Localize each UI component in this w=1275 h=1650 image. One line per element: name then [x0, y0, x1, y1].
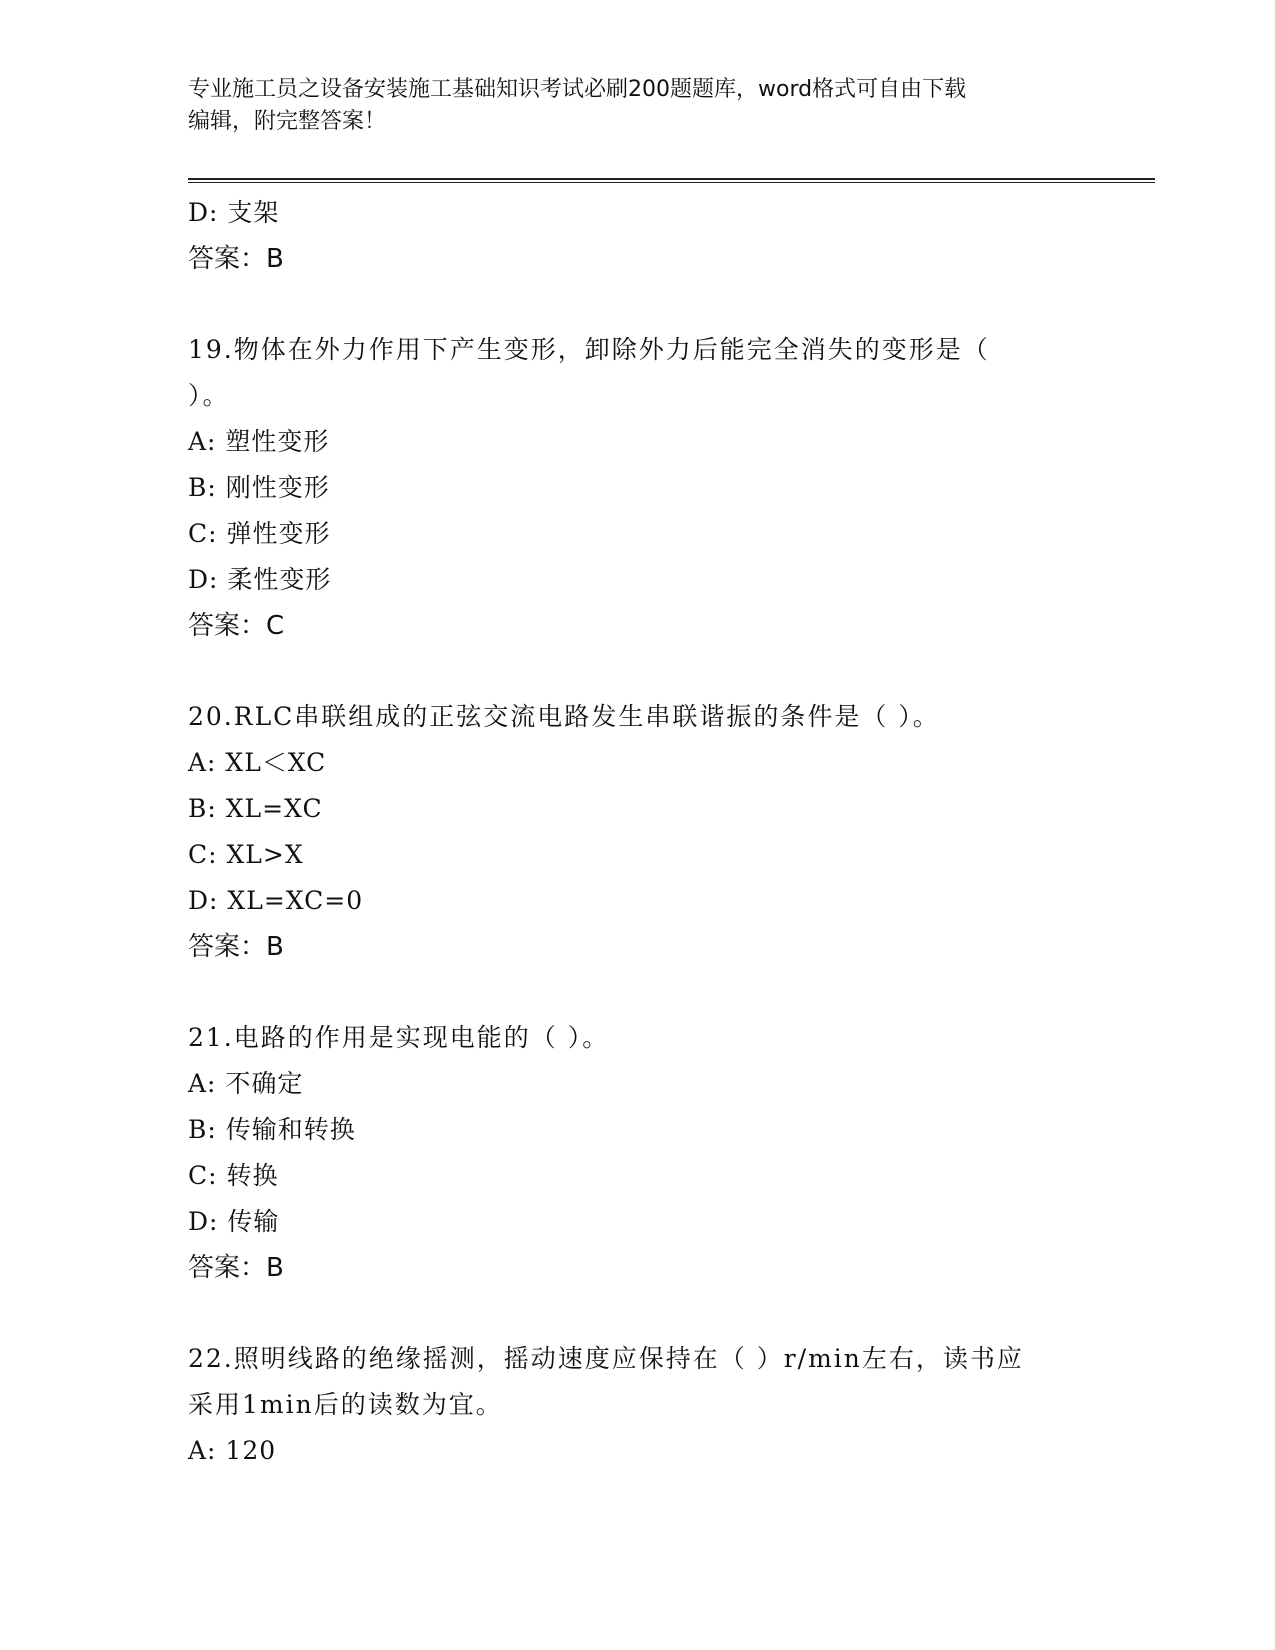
question-21 — [188, 1015, 1088, 1291]
question-stem-continued: 采用1min后的读数为宜。 — [188, 1390, 503, 1419]
option-d: D: 传输 — [188, 1207, 280, 1236]
header-title-line-2: 编辑，附完整答案！ — [188, 109, 387, 134]
option-d: D: 支架 — [188, 198, 280, 227]
answer: 答案：B — [188, 932, 284, 962]
answer: 答案：B — [188, 244, 284, 274]
question-19 — [188, 327, 1088, 649]
question-stem: 22.照明线路的绝缘摇测，摇动速度应保持在（ ）r/min左右，读书应 — [188, 1344, 1024, 1373]
option-a: A: 塑性变形 — [188, 427, 330, 456]
question-stem: 20.RLC串联组成的正弦交流电路发生串联谐振的条件是（ ）。 — [188, 702, 940, 731]
option-b: B: 刚性变形 — [188, 473, 330, 502]
answer: 答案：B — [188, 1253, 284, 1283]
question-stem-continued: ）。 — [188, 381, 230, 410]
page-header — [188, 74, 1088, 138]
document-body — [188, 190, 1088, 1474]
option-b: B: XL=XC — [188, 794, 323, 823]
answer: 答案：C — [188, 611, 285, 641]
option-c: C: 转换 — [188, 1161, 279, 1190]
question-22 — [188, 1336, 1088, 1474]
option-a: A: 不确定 — [188, 1069, 304, 1098]
option-a: A: XL＜XC — [188, 748, 327, 777]
option-c: C: XL>X — [188, 840, 304, 869]
option-c: C: 弹性变形 — [188, 519, 331, 548]
header-divider — [188, 178, 1155, 183]
option-b: B: 传输和转换 — [188, 1115, 356, 1144]
header-title-line-1: 专业施工员之设备安装施工基础知识考试必刷200题题库，word格式可自由下载 — [188, 77, 967, 102]
option-d: D: XL=XC=0 — [188, 886, 364, 915]
question-20 — [188, 694, 1088, 970]
option-d: D: 柔性变形 — [188, 565, 332, 594]
question-18-continued — [188, 190, 1088, 282]
option-a: A: 120 — [188, 1436, 277, 1465]
question-stem: 19.物体在外力作用下产生变形，卸除外力后能完全消失的变形是（ — [188, 335, 990, 364]
question-stem: 21.电路的作用是实现电能的（ ）。 — [188, 1023, 610, 1052]
